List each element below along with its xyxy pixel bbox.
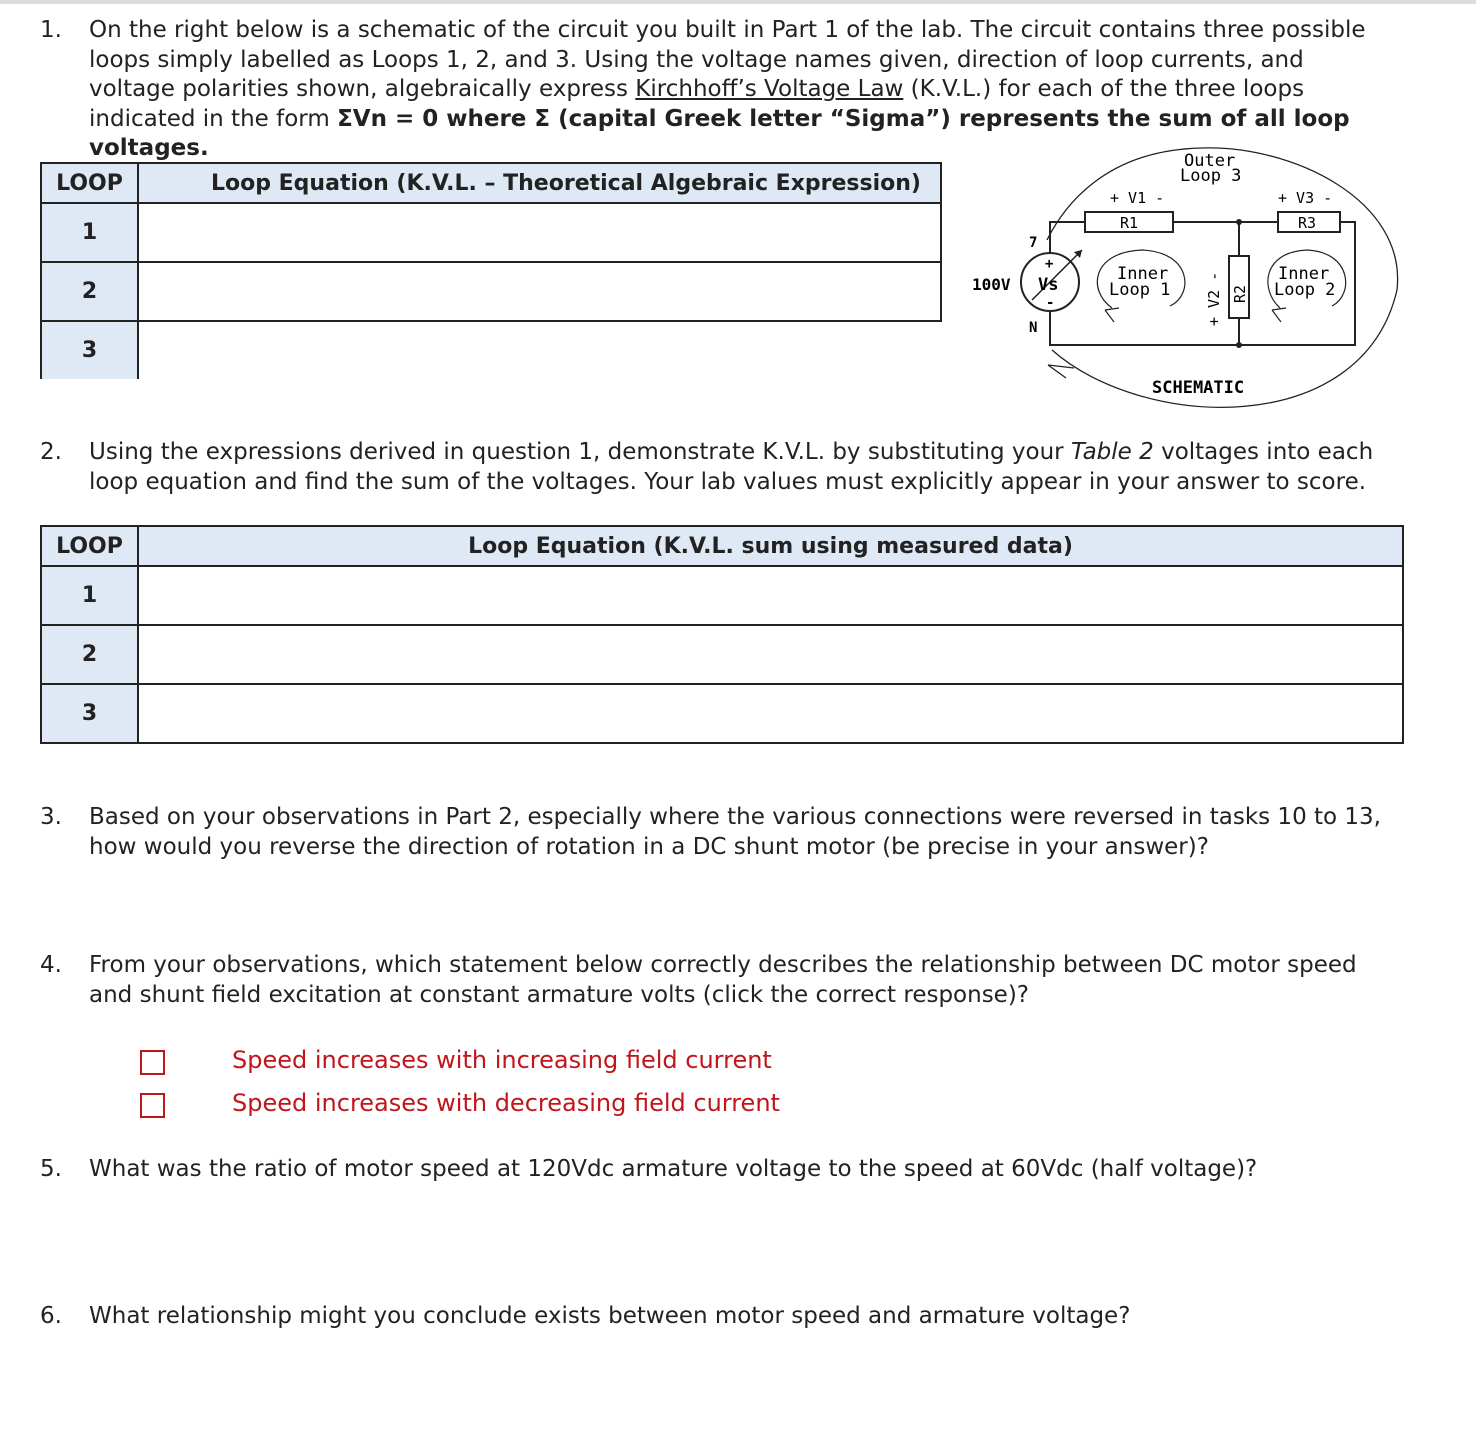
- v1-label: + V1 -: [1110, 189, 1165, 207]
- loop-number: 1: [41, 566, 138, 625]
- kvl-link[interactable]: Kirchhoff’s Voltage Law: [635, 76, 904, 102]
- outer-loop-label: Outer: [1184, 151, 1236, 171]
- question-line: Based on your observations in Part 2, especially where the various connections were reversed in tasks 10 to 13,: [89, 804, 1381, 830]
- inner-loop-2-label: Loop 2: [1274, 280, 1336, 300]
- question-line: indicated in the form ΣVn = 0 where Σ (capital Greek letter “Sigma”) represents the sum of all loop voltages.: [89, 105, 1350, 161]
- option-checkbox[interactable]: [140, 1093, 165, 1118]
- question-number: 3.: [40, 804, 62, 830]
- header-equation: Loop Equation (K.V.L. – Theoretical Algebraic Expression): [138, 163, 941, 203]
- terminal-label: 7: [1029, 235, 1038, 251]
- schematic-caption: SCHEMATIC: [1152, 378, 1245, 398]
- outer-loop-label: Loop 3: [1180, 166, 1242, 186]
- header-loop: LOOP: [41, 526, 138, 566]
- question-line: voltage polarities shown, algebraically express Kirchhoff’s Voltage Law (K.V.L.) for each of the three loops: [89, 76, 1305, 102]
- question-line: and shunt field excitation at constant armature volts (click the correct response)?: [89, 981, 1030, 1008]
- question-text: [89, 438, 1419, 497]
- inner-loop-1-label: Loop 1: [1109, 280, 1171, 300]
- question-line: loops simply labelled as Loops 1, 2, and 3. Using the voltage names given, direction of loop currents, and: [89, 46, 1304, 73]
- question-line: loop equation and find the sum of the voltages. Your lab values must explicitly appear in your answer to score.: [89, 468, 1367, 495]
- answer-cell[interactable]: [138, 321, 941, 379]
- question-line: What relationship might you conclude exists between motor speed and armature voltage?: [89, 1303, 1131, 1329]
- r1-label: R1: [1120, 214, 1139, 232]
- question-number: 1.: [40, 17, 62, 43]
- loop-number: 2: [41, 262, 138, 321]
- question-number: 6.: [40, 1303, 62, 1329]
- loop-number: 3: [41, 684, 138, 743]
- question-line: From your observations, which statement below correctly describes the relationship between DC motor speed: [89, 952, 1357, 978]
- loop-number: 2: [41, 625, 138, 684]
- sigma-formula: ΣVn = 0 where Σ (capital Greek letter “Sigma”) represents the sum of all loop voltages.: [89, 105, 1350, 161]
- r2-label: R2: [1231, 284, 1249, 303]
- r3-label: R3: [1298, 214, 1317, 232]
- source-name: Vs: [1038, 275, 1059, 295]
- table-reference: Table 2: [1070, 439, 1154, 465]
- answer-cell[interactable]: [138, 625, 1403, 684]
- option-label: Speed increases with decreasing field current: [232, 1089, 780, 1117]
- question-text: [89, 803, 1419, 862]
- answer-cell[interactable]: [138, 262, 941, 321]
- header-equation: Loop Equation (K.V.L. sum using measured data): [138, 526, 1403, 566]
- source-minus: -: [1046, 295, 1055, 311]
- question-text: [89, 951, 1419, 1010]
- question-line: how would you reverse the direction of rotation in a DC shunt motor (be precise in your answer)?: [89, 833, 1209, 860]
- source-value: 100V: [972, 275, 1011, 294]
- answer-cell[interactable]: [138, 566, 1403, 625]
- loop-number: 3: [41, 321, 138, 379]
- loop-equation-table-measured: [40, 525, 1404, 744]
- top-divider: [0, 0, 1476, 4]
- inner-loop-2-label: Inner: [1278, 264, 1330, 284]
- question-text: [89, 1302, 1419, 1332]
- question-number: 5.: [40, 1156, 62, 1182]
- circuit-schematic: [962, 140, 1402, 430]
- question-text: [89, 1155, 1419, 1185]
- question-number: 2.: [40, 439, 62, 465]
- option-label: Speed increases with increasing field current: [232, 1046, 772, 1074]
- answer-cell[interactable]: [138, 203, 941, 262]
- wire: [1050, 222, 1085, 255]
- question-line: Using the expressions derived in question 1, demonstrate K.V.L. by substituting your Table 2 voltages into each: [89, 439, 1374, 465]
- arrowhead: [1048, 365, 1074, 378]
- question-line: What was the ratio of motor speed at 120Vdc armature voltage to the speed at 60Vdc (half voltage)?: [89, 1156, 1258, 1182]
- answer-cell[interactable]: [138, 684, 1403, 743]
- v3-label: + V3 -: [1278, 189, 1333, 207]
- header-loop: LOOP: [41, 163, 138, 203]
- question-line: On the right below is a schematic of the circuit you built in Part 1 of the lab. The circuit contains three possible: [89, 17, 1366, 43]
- junction: [1236, 342, 1242, 348]
- option-checkbox[interactable]: [140, 1050, 165, 1075]
- arrowhead: [1105, 308, 1119, 322]
- terminal-label: N: [1029, 320, 1038, 336]
- inner-loop-1-label: Inner: [1117, 264, 1169, 284]
- loop-equation-table-theoretical: [40, 162, 942, 379]
- arrowhead: [1272, 308, 1286, 322]
- loop-number: 1: [41, 203, 138, 262]
- junction: [1236, 219, 1242, 225]
- question-number: 4.: [40, 952, 62, 978]
- v2-label: + V2 -: [1205, 271, 1223, 326]
- source-plus: +: [1045, 256, 1054, 272]
